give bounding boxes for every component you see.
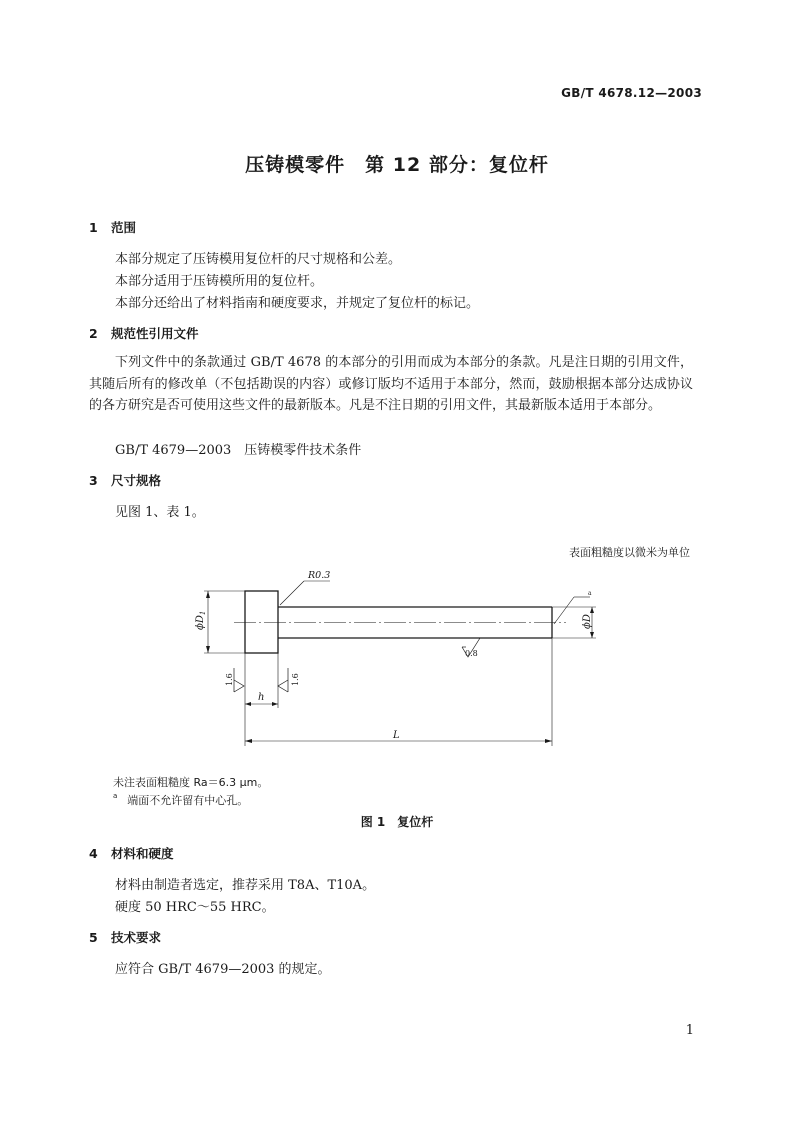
unmarked-roughness-note: 未注表面粗糙度 Ra＝6.3 μm。 — [113, 776, 269, 789]
head-diameter-label — [195, 611, 207, 630]
section-title: 范围 — [111, 220, 137, 235]
section-1-paragraph-1: 本部分规定了压铸模用复位杆的尺寸规格和公差。 — [115, 252, 402, 267]
figure-footnote — [113, 792, 248, 808]
footnote-mark: a — [113, 792, 118, 800]
figure-unit-note: 表面粗糙度以微米为单位 — [569, 546, 690, 559]
section-4-paragraph-2: 硬度 50 HRC～55 HRC。 — [115, 900, 275, 915]
section-number: 2 — [89, 326, 98, 341]
head-height-label: h — [258, 692, 265, 703]
radius-leader — [280, 581, 304, 605]
arrowhead — [272, 702, 278, 706]
section-number: 4 — [89, 846, 98, 861]
head-diameter-text: ϕD — [195, 615, 206, 630]
page-number: 1 — [685, 1023, 694, 1038]
end-note-leader — [554, 597, 574, 624]
reset-rod-drawing — [0, 560, 794, 760]
normative-reference: GB/T 4679—2003 压铸模零件技术条件 — [115, 443, 362, 458]
section-1-paragraph-3: 本部分还给出了材料指南和硬度要求，并规定了复位杆的标记。 — [115, 296, 480, 311]
section-2-heading — [89, 324, 199, 342]
section-1-paragraph-2: 本部分适用于压铸模所用的复位杆。 — [115, 274, 324, 289]
section-number: 5 — [89, 930, 98, 945]
head-diameter-subscript: 1 — [199, 610, 207, 616]
arrowhead — [206, 646, 210, 653]
section-2-paragraph-1: 下列文件中的条款通过 GB/T 4678 的本部分的引用而成为本部分的条款。凡是注日期的引用文件，其随后所有的修改单（不包括勘误的内容）或修订版均不适用于本部分，然而，鼓励根据本部分达成协议的各方研究是否可使用这些文件的最新版本。凡是不注日期的引用文件，其最新版本适用于本部分。 — [89, 355, 693, 413]
radius-label: R0.3 — [308, 570, 331, 581]
roughness-left-label: 1.6 — [225, 673, 234, 686]
section-number: 1 — [89, 220, 98, 235]
standard-code: GB/T 4678.12—2003 — [561, 86, 702, 100]
roughness-right-label: 1.6 — [291, 673, 300, 686]
end-note-mark: a — [588, 590, 592, 597]
section-5-heading — [89, 928, 161, 946]
arrowhead — [545, 739, 552, 743]
arrowhead — [590, 607, 594, 613]
arrowhead — [590, 632, 594, 638]
figure-caption: 图 1 复位杆 — [360, 815, 434, 829]
section-title: 规范性引用文件 — [111, 326, 199, 341]
rod-head — [245, 591, 278, 653]
section-3-heading — [89, 471, 161, 489]
section-3-paragraph-1: 见图 1、表 1。 — [115, 505, 205, 520]
section-title: 技术要求 — [111, 930, 162, 945]
length-label: L — [393, 730, 400, 741]
section-4-paragraph-1: 材料由制造者选定，推荐采用 T8A、T10A。 — [115, 878, 376, 893]
shaft-diameter-label: ϕD — [582, 614, 593, 629]
roughness-symbol-left — [234, 680, 244, 692]
section-title: 材料和硬度 — [111, 846, 174, 861]
footnote-text: 端面不允许留有中心孔。 — [127, 794, 249, 807]
roughness-symbol-right — [278, 680, 288, 692]
page-title: 压铸模零件 第 12 部分：复位杆 — [245, 154, 549, 176]
section-number: 3 — [89, 473, 98, 488]
section-5-paragraph-1: 应符合 GB/T 4679—2003 的规定。 — [115, 962, 331, 977]
roughness-shaft-label: 0.8 — [465, 649, 478, 658]
section-title: 尺寸规格 — [111, 473, 162, 488]
arrowhead — [245, 702, 251, 706]
section-1-heading — [89, 218, 136, 236]
arrowhead — [245, 739, 252, 743]
section-4-heading — [89, 844, 174, 862]
arrowhead — [206, 591, 210, 598]
